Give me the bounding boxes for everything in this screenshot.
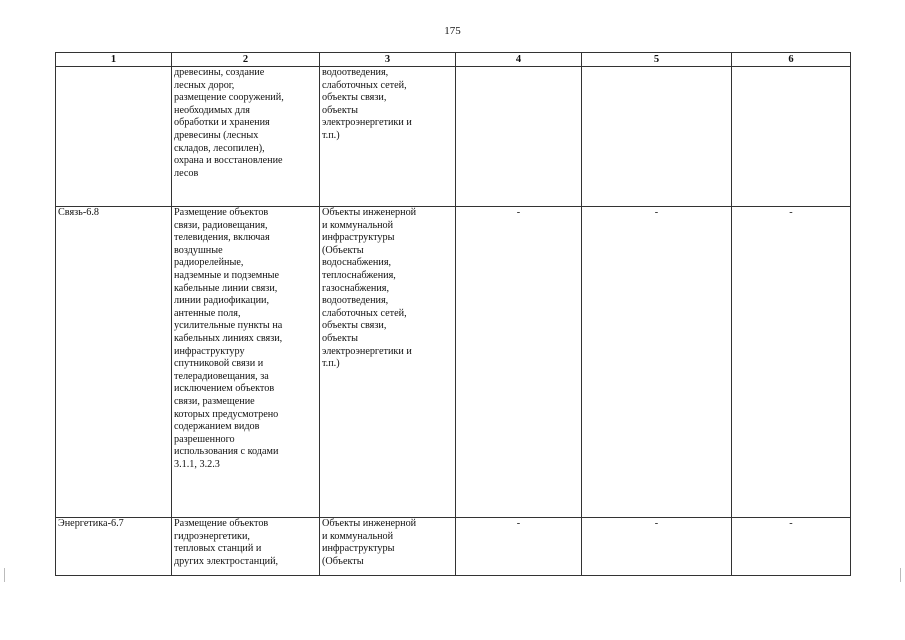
cell-description: древесины, создание лесных дорог, размещение сооружений, необходимых для обработки и хранения древесины (лесных складов, лесопилен), охрана и восстановление лесов xyxy=(172,67,320,207)
cell-col6 xyxy=(732,67,851,207)
table-header-row xyxy=(56,53,851,67)
cell-col5 xyxy=(582,67,732,207)
cell-col5: - xyxy=(582,207,732,518)
table-row-continuation xyxy=(56,67,851,207)
zoning-table xyxy=(55,52,851,576)
cell-col4 xyxy=(456,67,582,207)
page-number: 175 xyxy=(444,25,461,37)
scan-edge-mark-left xyxy=(4,568,5,582)
column-header-4: 4 xyxy=(456,53,582,67)
cell-auxiliary-uses: водоотведения, слаботочных сетей, объекты связи, объекты электроэнергетики и т.п.) xyxy=(320,67,456,207)
scan-edge-mark-right xyxy=(900,568,901,582)
cell-col6: - xyxy=(732,207,851,518)
table-row-energetika xyxy=(56,518,851,576)
cell-use-code xyxy=(56,67,172,207)
column-header-1: 1 xyxy=(56,53,172,67)
cell-col6: - xyxy=(732,518,851,576)
cell-description: Размещение объектов связи, радиовещания, телевидения, включая воздушные радиорелейные, надземные и подземные кабельные линии связи, линии радиофикации, антенные поля, усилительные пункты на кабельных линиях связи, инфраструктуру спутниковой связи и телерадиовещания, за исключением объектов связи, размещение которых предусмотрено содержанием видов разрешенного использования с кодами 3.1.1, 3.2.3 xyxy=(172,207,320,518)
column-header-5: 5 xyxy=(582,53,732,67)
column-header-6: 6 xyxy=(732,53,851,67)
cell-col5: - xyxy=(582,518,732,576)
cell-description: Размещение объектов гидроэнергетики, тепловых станций и других электростанций, xyxy=(172,518,320,576)
cell-auxiliary-uses: Объекты инженерной и коммунальной инфраструктуры (Объекты xyxy=(320,518,456,576)
cell-auxiliary-uses: Объекты инженерной и коммунальной инфраструктуры (Объекты водоснабжения, теплоснабжения, газоснабжения, водоотведения, слаботочных сетей, объекты связи, объекты электроэнергетики и т.п.) xyxy=(320,207,456,518)
column-header-2: 2 xyxy=(172,53,320,67)
cell-col4: - xyxy=(456,518,582,576)
column-header-3: 3 xyxy=(320,53,456,67)
cell-col4: - xyxy=(456,207,582,518)
table-row-svyaz xyxy=(56,207,851,518)
cell-use-code: Связь-6.8 xyxy=(56,207,172,518)
cell-use-code: Энергетика-6.7 xyxy=(56,518,172,576)
